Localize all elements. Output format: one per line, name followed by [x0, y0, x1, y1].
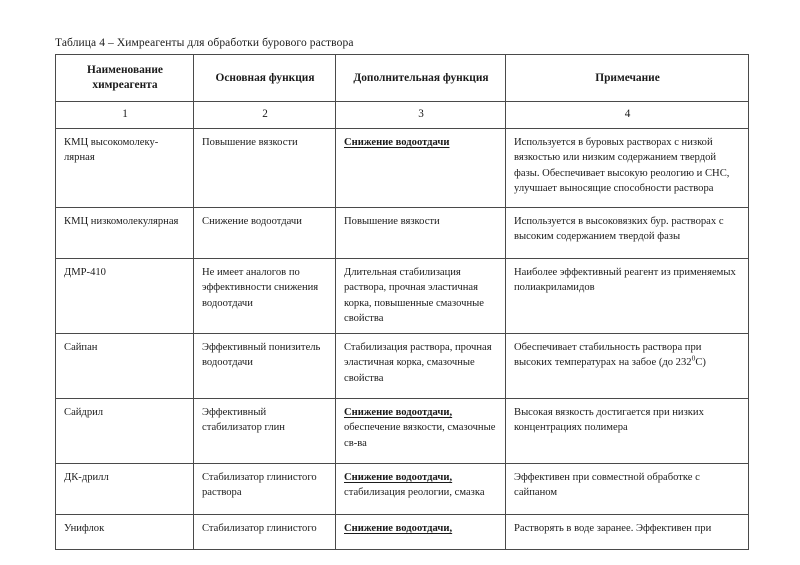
agent-name-line2: лярная: [64, 152, 95, 163]
cell-agent-name: Сайдрил: [56, 398, 194, 463]
cell-additional-function: Длительная стабилизация раствора, прочная эластичная корка, повышенные смазочные свойства: [336, 258, 506, 333]
cell-main-function: Стабилизатор глинистого раствора: [194, 463, 336, 514]
cell-main-function: Не имеет аналогов по эффективности снижения водоотдачи: [194, 258, 336, 333]
cell-agent-name: КМЦ низкомолекулярная: [56, 207, 194, 258]
table-header-row: [56, 55, 749, 102]
cell-note: Используется в высоковязких бур. растворах с высоким содержанием твердой фазы: [506, 207, 749, 258]
highlighted-function: Снижение водоотдачи,: [344, 406, 453, 418]
cell-agent-name: [56, 128, 194, 207]
table-row: [56, 514, 749, 549]
additional-function-rest: обеспечение вязкости, смазочные св-ва: [344, 422, 496, 449]
column-number-4: 4: [506, 102, 749, 129]
cell-main-function: Повышение вязкости: [194, 128, 336, 207]
table-row: [56, 128, 749, 207]
header-cell-additional-function: Дополнительная функция: [336, 55, 506, 102]
cell-main-function: Стабилизатор глинистого: [194, 514, 336, 549]
cell-agent-name: Сайпан: [56, 333, 194, 398]
cell-main-function: Эффективный понизитель водоотдачи: [194, 333, 336, 398]
table-row: [56, 398, 749, 463]
additional-function-rest: стабилизация реологии, смазка: [344, 487, 485, 498]
cell-additional-function: Повышение вязкости: [336, 207, 506, 258]
note-text-post: С): [695, 357, 706, 368]
highlighted-function: Снижение водоотдачи: [344, 136, 450, 148]
cell-additional-function: [336, 514, 506, 549]
cell-agent-name: Унифлок: [56, 514, 194, 549]
column-number-2: 2: [194, 102, 336, 129]
note-degree-sup: 0: [691, 353, 696, 363]
column-number-3: 3: [336, 102, 506, 129]
cell-agent-name: ДК-дрилл: [56, 463, 194, 514]
table-row: [56, 463, 749, 514]
agent-name-line1: КМЦ высокомолеку-: [64, 136, 159, 148]
table-caption: Таблица 4 – Химреагенты для обработки бурового раствора: [55, 37, 354, 49]
chemical-agents-table: [55, 54, 749, 550]
cell-note: Эффективен при совместной обработке с сайпаном: [506, 463, 749, 514]
note-text-pre: Обеспечивает стабильность раствора при высоких температурах на забое (до 232: [514, 341, 702, 368]
table-row: [56, 333, 749, 398]
cell-additional-function: Стабилизация раствора, прочная эластичная корка, смазочные свойства: [336, 333, 506, 398]
column-number-1: 1: [56, 102, 194, 129]
cell-main-function: Снижение водоотдачи: [194, 207, 336, 258]
header-name-line2: химреагента: [92, 79, 158, 91]
cell-agent-name: ДМР-410: [56, 258, 194, 333]
cell-main-function: Эффективный стабилизатор глин: [194, 398, 336, 463]
cell-additional-function: [336, 463, 506, 514]
table-row: [56, 207, 749, 258]
header-cell-name: [56, 55, 194, 102]
cell-note: Растворять в воде заранее. Эффективен при: [506, 514, 749, 549]
column-number-row: [56, 102, 749, 129]
cell-note: Высокая вязкость достигается при низких концентрациях полимера: [506, 398, 749, 463]
cell-additional-function: [336, 128, 506, 207]
highlighted-function: Снижение водоотдачи,: [344, 471, 453, 483]
cell-note: Используется в буровых растворах с низкой вязкостью или низким содержанием твердой фазы. Обеспечивает высокую реологию и СНС, улучшает выносящие способности раствора: [506, 128, 749, 207]
cell-note: Наиболее эффективный реагент из применяемых полиакриламидов: [506, 258, 749, 333]
header-name-line1: Наименование: [87, 64, 163, 76]
header-cell-note: Примечание: [506, 55, 749, 102]
table-row: [56, 258, 749, 333]
highlighted-function: Снижение водоотдачи,: [344, 522, 453, 534]
cell-additional-function: [336, 398, 506, 463]
cell-note: [506, 333, 749, 398]
header-cell-main-function: Основная функция: [194, 55, 336, 102]
